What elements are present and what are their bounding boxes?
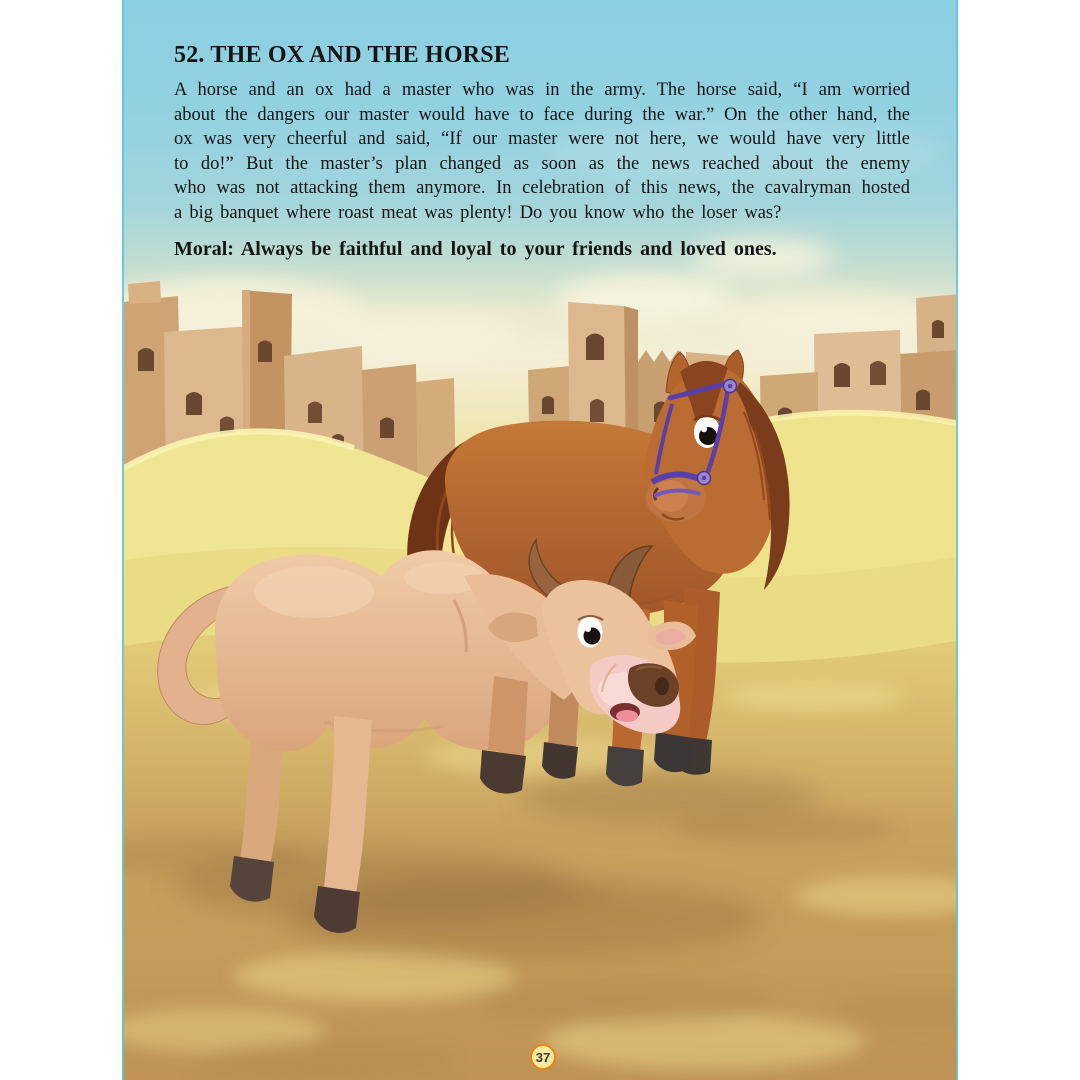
- page-number: 37: [535, 1049, 551, 1065]
- ox-front-leg-near: [488, 676, 528, 756]
- story-line-3: ox was very cheerful and said, “If our master were not here, we would have very little: [174, 129, 910, 150]
- storybook-page: [122, 0, 958, 1080]
- story-paragraph: [174, 78, 910, 226]
- story-line-5: who was not attacking them anymore. In celebration of this news, the cavalryman hosted: [174, 178, 910, 199]
- text-block: [174, 0, 910, 262]
- page-title: 52. THE OX AND THE HORSE: [174, 42, 510, 68]
- moral-text: Moral: Always be faithful and loyal to your friends and loved ones.: [174, 237, 777, 260]
- ox-tongue: [616, 710, 638, 722]
- page-number-badge: [530, 1044, 556, 1070]
- story-line-2: about the dangers our master would have to face during the war.” On the other hand, the: [174, 104, 910, 125]
- story-line-1: A horse and an ox had a master who was in the army. The horse said, “I am worried: [174, 80, 910, 100]
- story-line-4: to do!” But the master’s plan changed as soon as the news reached about the enemy: [174, 153, 910, 174]
- story-line-6: a big banquet where roast meat was plenty! Do you know who the loser was?: [174, 202, 782, 223]
